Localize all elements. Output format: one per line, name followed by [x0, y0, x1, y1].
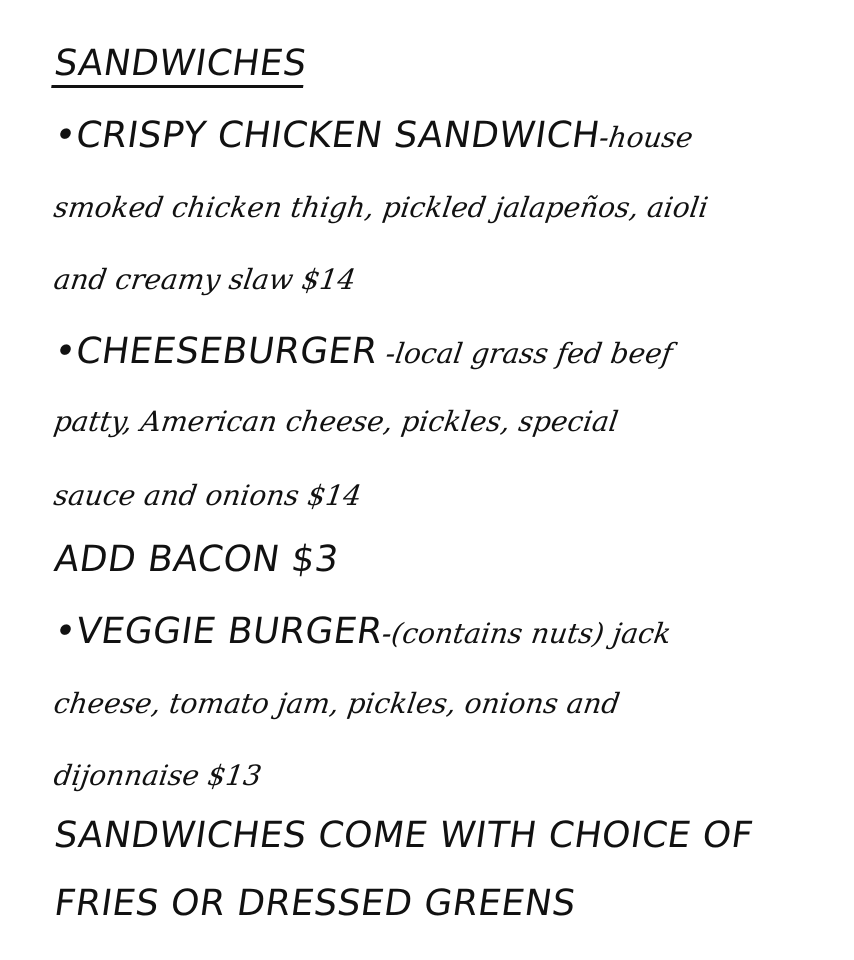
- item-cheeseburger-desc-3: sauce and onions $14: [51, 479, 364, 512]
- item-veggie-burger-desc-row-3: [51, 759, 264, 792]
- addon-row: [51, 539, 342, 580]
- item-crispy-chicken-desc-row-2: [51, 191, 711, 224]
- item-crispy-chicken-desc-2: smoked chicken thigh, pickled jalapeños, aioli: [51, 191, 711, 224]
- item-crispy-chicken-desc-1: -house: [597, 121, 696, 154]
- item-crispy-chicken-desc-3: and creamy slaw $14: [51, 263, 358, 296]
- item-crispy-chicken-title-line: [51, 115, 696, 156]
- menu-heading-row: [51, 43, 310, 84]
- item-cheeseburger-name: •CHEESEBURGER: [51, 331, 381, 372]
- item-crispy-chicken-name: •CRISPY CHICKEN SANDWICH: [51, 115, 603, 156]
- item-veggie-burger-desc-3: dijonnaise $13: [51, 759, 264, 792]
- item-veggie-burger-name: •VEGGIE BURGER: [51, 611, 386, 652]
- item-cheeseburger-desc-2: patty, American cheese, pickles, special: [51, 405, 621, 438]
- addon-bacon: ADD BACON $3: [51, 539, 342, 580]
- item-crispy-chicken-title-row: [51, 115, 696, 156]
- item-veggie-burger-title-line: [51, 611, 674, 652]
- footer-row-1: [51, 815, 756, 856]
- item-veggie-burger-desc-1: -(contains nuts) jack: [379, 617, 674, 650]
- item-cheeseburger-desc-1: -local grass fed beef: [374, 337, 675, 370]
- item-cheeseburger-desc-row-2: [51, 405, 621, 438]
- item-crispy-chicken-desc-row-3: [51, 263, 358, 296]
- footer-line-2: FRIES OR DRESSED GREENS: [51, 883, 579, 924]
- item-veggie-burger-title-row: [51, 611, 674, 652]
- menu-heading: SANDWICHES: [51, 43, 310, 84]
- item-veggie-burger-desc-row-2: [51, 687, 622, 720]
- footer-line-1: SANDWICHES COME WITH CHOICE OF: [51, 815, 756, 856]
- item-cheeseburger-title-line: [51, 331, 675, 372]
- item-veggie-burger-desc-2: cheese, tomato jam, pickles, onions and: [51, 687, 622, 720]
- item-cheeseburger-title-row: [51, 331, 675, 372]
- footer-row-2: [51, 883, 579, 924]
- item-cheeseburger-desc-row-3: [51, 479, 364, 512]
